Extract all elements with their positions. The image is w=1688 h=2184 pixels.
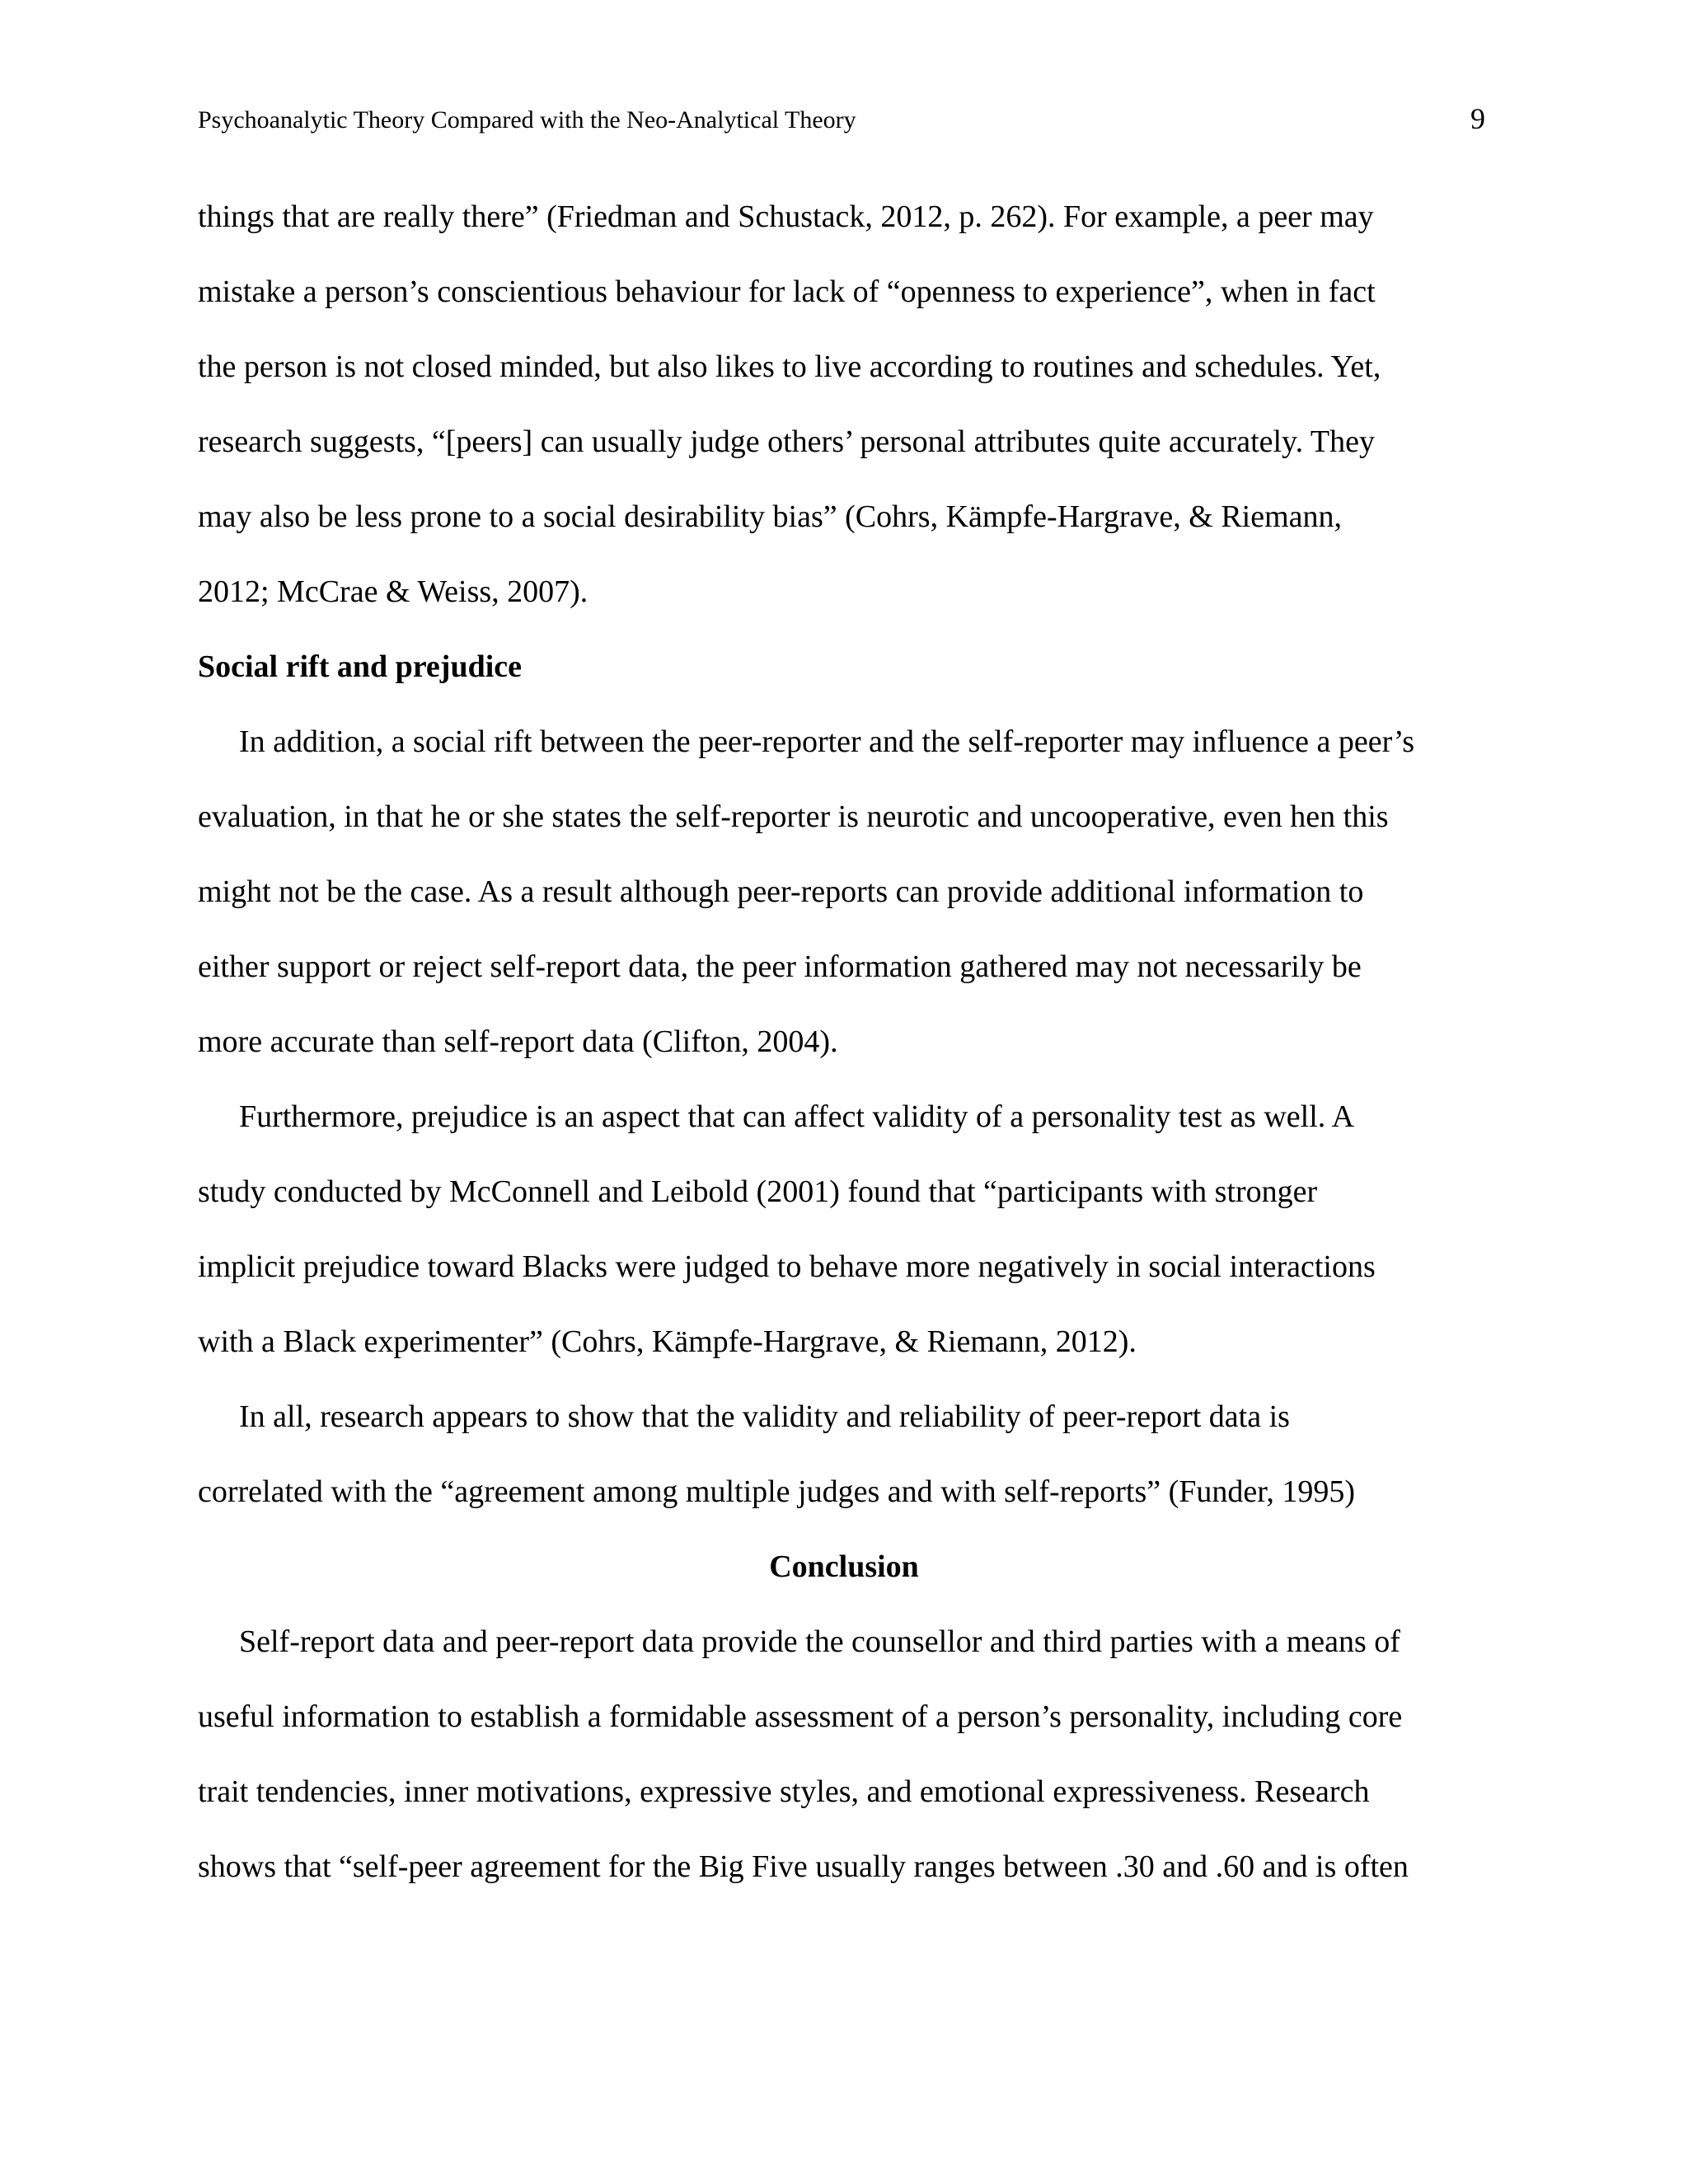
paragraph-line: may also be less prone to a social desirability bias” (Cohrs, Kämpfe-Hargrave, & Riemann,	[198, 499, 1343, 534]
paragraph-line: In all, research appears to show that the validity and reliability of peer-report data is	[239, 1399, 1290, 1434]
paragraph-line: useful information to establish a formidable assessment of a person’s personality, including core	[198, 1699, 1403, 1734]
paragraph-line: mistake a person’s conscientious behaviour for lack of “openness to experience”, when in fact	[198, 274, 1376, 309]
paragraph-line: either support or reject self-report data, the peer information gathered may not necessarily be	[198, 949, 1362, 984]
paragraph-line: trait tendencies, inner motivations, expressive styles, and emotional expressiveness. Research	[198, 1774, 1370, 1809]
paragraph-line: correlated with the “agreement among multiple judges and with self-reports” (Funder, 1995)	[198, 1474, 1356, 1509]
paragraph-line: implicit prejudice toward Blacks were judged to behave more negatively in social interactions	[198, 1249, 1376, 1284]
paragraph-line: study conducted by McConnell and Leibold (2001) found that “participants with stronger	[198, 1174, 1318, 1209]
paragraph-line: 2012; McCrae & Weiss, 2007).	[198, 574, 588, 609]
paragraph-line: might not be the case. As a result although peer-reports can provide additional information to	[198, 874, 1364, 909]
running-head: Psychoanalytic Theory Compared with the Neo-Analytical Theory	[198, 106, 856, 134]
paragraph-line: with a Black experimenter” (Cohrs, Kämpfe-Hargrave, & Riemann, 2012).	[198, 1324, 1137, 1359]
page-number: 9	[1470, 102, 1485, 135]
paragraph-line: Self-report data and peer-report data provide the counsellor and third parties with a means of	[239, 1624, 1400, 1659]
paragraph-line: more accurate than self-report data (Clifton, 2004).	[198, 1024, 838, 1059]
paragraph-line: the person is not closed minded, but also likes to live according to routines and schedules. Yet,	[198, 349, 1381, 384]
paragraph-line: Furthermore, prejudice is an aspect that can affect validity of a personality test as well. A	[239, 1099, 1355, 1134]
paragraph-line: research suggests, “[peers] can usually judge others’ personal attributes quite accurately. They	[198, 424, 1375, 459]
section-heading: Social rift and prejudice	[198, 649, 523, 684]
paragraph-line: In addition, a social rift between the peer-reporter and the self-reporter may influence a peer’s	[239, 724, 1415, 759]
paragraph-line: shows that “self-peer agreement for the Big Five usually ranges between .30 and .60 and is often	[198, 1849, 1409, 1884]
paragraph-line: evaluation, in that he or she states the self-reporter is neurotic and uncooperative, even hen this	[198, 799, 1389, 834]
conclusion-heading: Conclusion	[769, 1549, 919, 1584]
paragraph-line: things that are really there” (Friedman and Schustack, 2012, p. 262). For example, a peer may	[198, 199, 1374, 234]
